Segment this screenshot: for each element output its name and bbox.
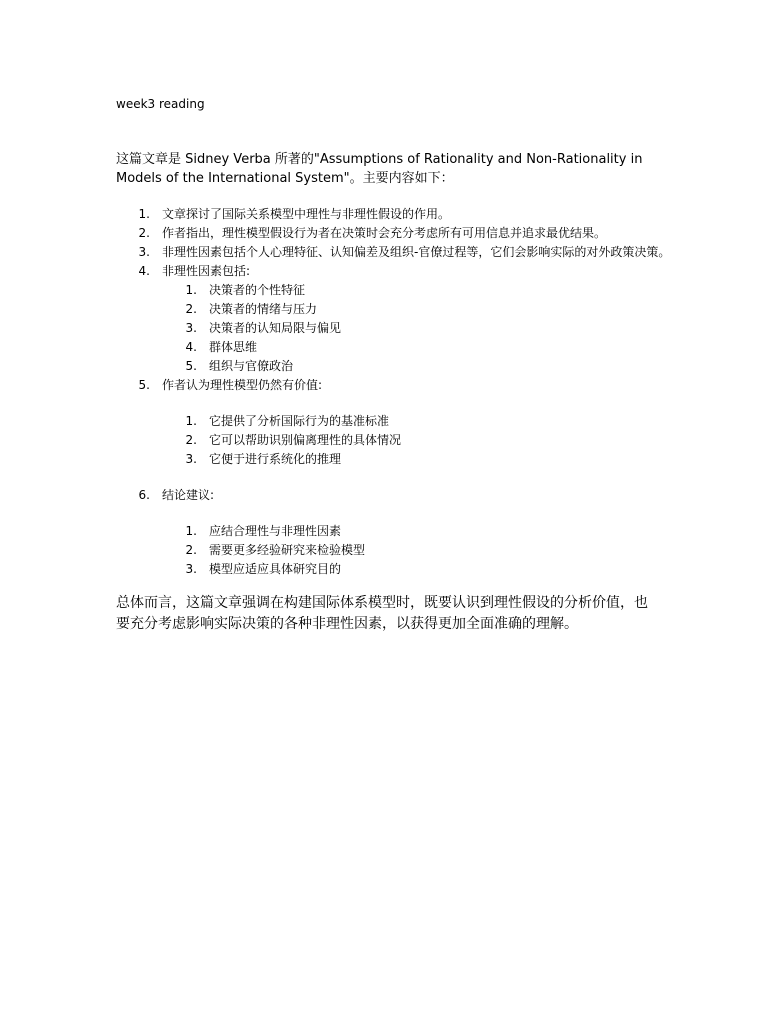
list-text: 决策者的情绪与压力 — [209, 302, 318, 316]
list-text: 需要更多经验研究来检验模型 — [209, 543, 366, 557]
list-number: 4. — [185, 340, 197, 354]
conclusion-paragraph: 总体而言，这篇文章强调在构建国际体系模型时，既要认识到理性假设的分析价值，也要充分考虑影响实际决策的各种非理性因素，以获得更加全面准确的理解。 — [116, 595, 648, 632]
list-text: 组织与官僚政治 — [209, 359, 294, 373]
list-number: 2. — [138, 226, 150, 240]
list-number: 4. — [138, 264, 150, 278]
list-number: 3. — [185, 452, 197, 466]
intro-paragraph: 这篇文章是 Sidney Verba 所著的"Assumptions of Rationality and Non-Rationality in Models of the International System"。主要内容如下： — [116, 152, 643, 186]
list-number: 6. — [138, 488, 150, 502]
list-number: 1. — [185, 414, 197, 428]
document-title: week3 reading — [116, 97, 205, 111]
list-number: 2. — [185, 433, 197, 447]
list-text: 决策者的个性特征 — [209, 283, 306, 297]
list-number: 1. — [185, 283, 197, 297]
list-text: 应结合理性与非理性因素 — [209, 524, 342, 538]
list-text: 它提供了分析国际行为的基准标准 — [209, 414, 390, 428]
list-text: 它可以帮助识别偏离理性的具体情况 — [209, 433, 402, 447]
list-number: 5. — [138, 378, 150, 392]
list-text: 作者指出，理性模型假设行为者在决策时会充分考虑所有可用信息并追求最优结果。 — [162, 226, 607, 240]
list-text: 文章探讨了国际关系模型中理性与非理性假设的作用。 — [162, 207, 451, 221]
list-text: 非理性因素包括: — [162, 264, 251, 278]
list-text: 它便于进行系统化的推理 — [209, 452, 342, 466]
list-number: 3. — [138, 245, 150, 259]
list-number: 3. — [185, 562, 197, 576]
list-text: 结论建议: — [162, 488, 215, 502]
list-number: 2. — [185, 302, 197, 316]
list-text: 作者认为理性模型仍然有价值: — [162, 378, 323, 392]
list-number: 1. — [138, 207, 150, 221]
list-text: 群体思维 — [209, 340, 258, 354]
list-text: 模型应适应具体研究目的 — [209, 562, 342, 576]
list-number: 2. — [185, 543, 197, 557]
list-text: 非理性因素包括个人心理特征、认知偏差及组织-官僚过程等，它们会影响实际的对外政策决策。 — [162, 245, 671, 259]
list-text: 决策者的认知局限与偏见 — [209, 321, 342, 335]
list-number: 1. — [185, 524, 197, 538]
list-number: 5. — [185, 359, 197, 373]
list-number: 3. — [185, 321, 197, 335]
